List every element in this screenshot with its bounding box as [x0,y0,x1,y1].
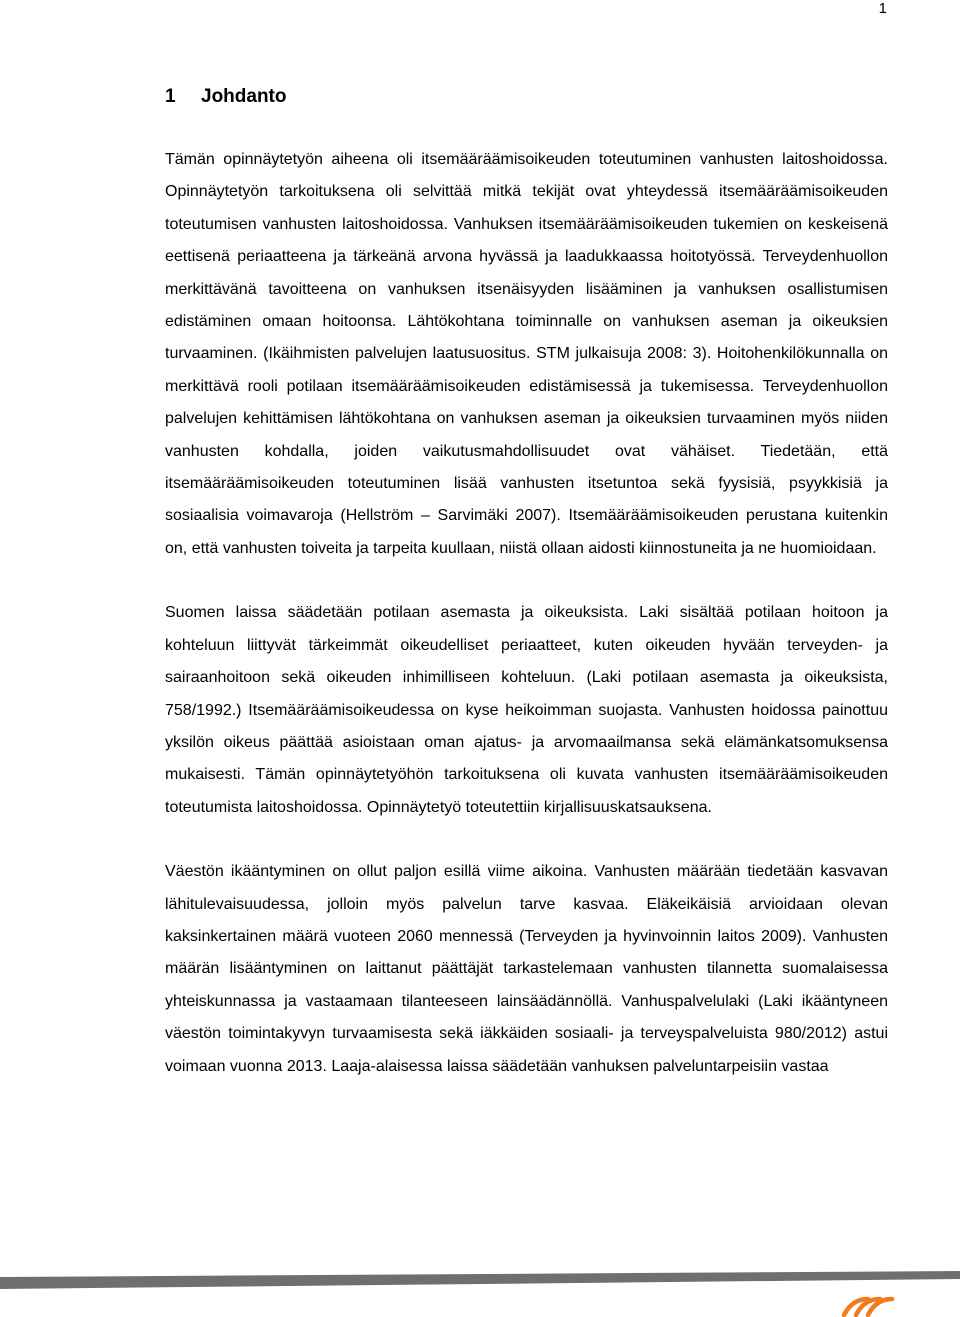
footer-swoosh [0,1271,960,1289]
paragraph-3: Väestön ikääntyminen on ollut paljon esillä viime aikoina. Vanhusten määrään tiedetään kasvavan lähitulevaisuudessa, jolloin myös palvelun tarve kasvaa. Eläkeikäisiä arvioidaan olevan kaksinkertainen määrä vuoteen 2060 mennessä (Terveyden ja hyvinvoinnin laitos 2009). Vanhusten määrän lisääntyminen on laittanut päättäjät tarkastelemaan vanhusten tilannetta suomalaisessa yhteiskunnassa ja vastaamaan tilanteeseen lainsäädännöllä. Vanhuspalvelulaki (Laki ikääntyneen väestön toimintakyvyn turvaamisesta sekä iäkkäiden sosiaali- ja terveyspalveluista 980/2012) astui voimaan vuonna 2013. Laaja-alaisessa laissa säädetään vanhuksen palveluntarpeisiin vastaa [165,863,888,1075]
section-heading [165,85,287,109]
section-title: Johdanto [201,86,287,107]
body-text [165,144,888,1115]
section-number: 1 [165,86,176,107]
orange-swoosh-logo-icon [844,1299,892,1315]
footer-band [0,1265,960,1317]
page-number: 1 [878,0,887,17]
paragraph-1: Tämän opinnäytetyön aiheena oli itsemääräämisoikeuden toteutuminen vanhusten laitoshoidossa. Opinnäytetyön tarkoituksena oli selvittää mitkä tekijät ovat yhteydessä itsemääräämisoikeuden toteutumisen vanhusten laitoshoidossa. Vanhuksen itsemääräämisoikeuden tukemien on keskeisenä eettisenä periaatteena ja tärkeänä arvona hyvässä ja laadukkaassa hoitotyössä. Terveydenhuollon merkittävänä tavoitteena on vanhuksen itsenäisyyden lisääminen ja vanhuksen osallistumisen edistäminen omaan hoitoonsa. Lähtökohtana toiminnalle on vanhuksen aseman ja oikeuksien turvaaminen. (Ikäihmisten palvelujen laatusuositus. STM julkaisuja 2008: 3). Hoitohenkilökunnalla on merkittävä rooli potilaan itsemääräämisoikeuden edistämisessä ja tukemisessa. Terveydenhuollon palvelujen kehittämisen lähtökohtana on vanhuksen aseman ja oikeuksien turvaaminen myös niiden vanhusten kohdalla, joiden vaikutusmahdollisuudet ovat vähäiset. Tiedetään, että itsemääräämisoikeuden toteutuminen lisää vanhusten itsetuntoa sekä fyysisiä, psyykkisiä ja sosiaalisia voimavaroja (Hellström – Sarvimäki 2007). Itsemääräämisoikeuden perustana kuitenkin on, että vanhusten toiveita ja tarpeita kuullaan, niistä ollaan aidosti kiinnostuneita ja ne huomioidaan. [165,151,888,557]
paragraph-2: Suomen laissa säädetään potilaan asemasta ja oikeuksista. Laki sisältää potilaan hoitoon ja kohteluun liittyvät tärkeimmät oikeudelliset periaatteet, kuten oikeuden hyvään terveyden- ja sairaanhoitoon sekä oikeuden inhimilliseen kohteluun. (Laki potilaan asemasta ja oikeuksista, 758/1992.) Itsemääräämisoikeudessa on kyse heikoimman suojasta. Vanhusten hoidossa painottuu yksilön oikeus päättää asioistaan oman ajatus- ja arvomaailmansa sekä elämänkatsomuksensa mukaisesti. Tämän opinnäytetyöhön tarkoituksena oli kuvata vanhusten itsemääräämisoikeuden toteutumista laitoshoidossa. Opinnäytetyö toteutettiin kirjallisuuskatsauksena. [165,604,888,816]
footer-graphic [0,1265,960,1317]
